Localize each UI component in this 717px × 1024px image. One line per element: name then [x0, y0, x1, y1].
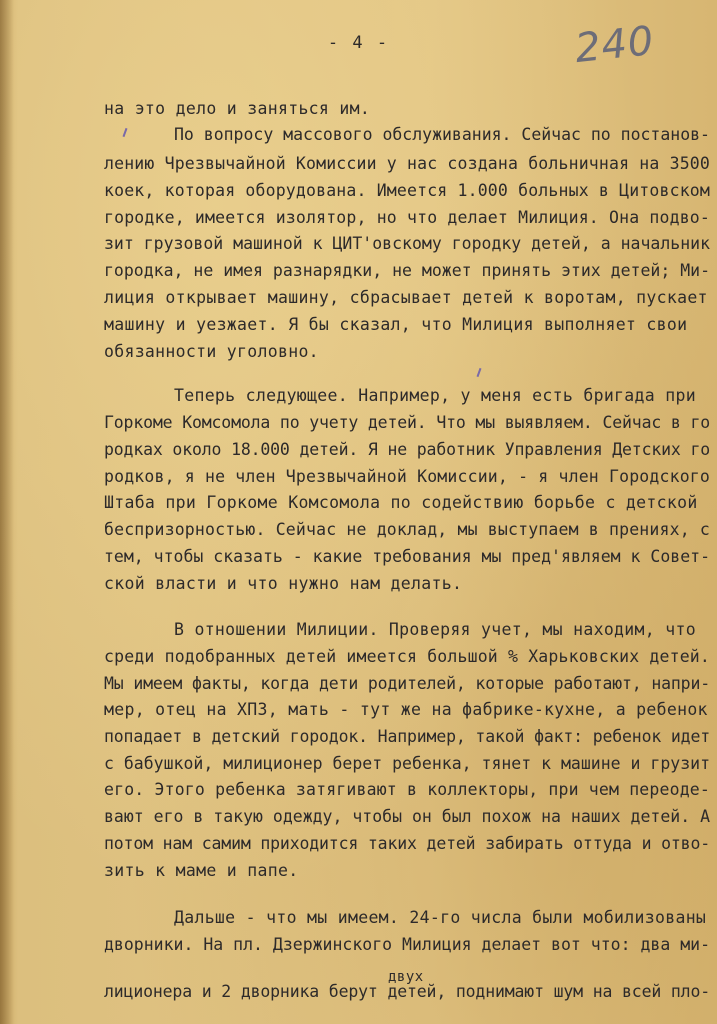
text-line: Горкоме Комсомола по учету детей. Что мы выявляем. Сейчас в го: [104, 413, 710, 432]
text-line: мер, отец на ХПЗ, мать - тут же на фабрике-кухне, а ребенок: [104, 700, 708, 719]
text-line: беспризорностью. Сейчас не доклад, мы выступаем в прениях, с: [104, 520, 710, 539]
page-number: - 4 -: [327, 33, 390, 53]
text-line: городке, имеется изолятор, но что делает Милиция. Она подво-: [104, 208, 710, 227]
text-line: обязанности уголовно.: [104, 342, 319, 361]
text-line: с бабушкой, милиционер берет ребенка, тянет к машине и грузит: [104, 754, 710, 773]
text-line: По вопросу массового обслуживания. Сейчас по постанов-: [174, 125, 710, 144]
text-line: зить к маме и папе.: [104, 861, 299, 880]
text-line: Мы имеем факты, когда дети родителей, которые работают, напри-: [104, 674, 710, 693]
archive-sheet-number: 240: [572, 17, 657, 73]
text-line: лиционера и 2 дворника берут детей, поднимают шум на всей пло-: [104, 982, 710, 1001]
text-line: его. Этого ребенка затягивают в коллекторы, при чем переоде-: [104, 780, 710, 799]
text-line: В отношении Милиции. Проверяя учет, мы находим, что: [174, 620, 696, 639]
text-line: Теперь следующее. Например, у меня есть бригада при: [174, 386, 696, 405]
text-line: родках около 18.000 детей. Я не работник Управления Детских го: [104, 440, 710, 459]
text-line: Дальше - что мы имеем. 24-го числа были мобилизованы: [174, 908, 707, 927]
text-line: городка, не имея разнарядки, не может принять этих детей; Ми-: [104, 261, 710, 280]
text-line: потом нам самим приходится таких детей забирать оттуда и отво-: [104, 834, 710, 853]
text-line: попадает в детский городок. Например, такой факт: ребенок идет: [104, 727, 710, 746]
text-line: машину и уезжает. Я бы сказал, что Милиция выполняет свои: [104, 315, 688, 334]
text-line: дворники. На пл. Дзержинского Милиция делает вот что: два ми-: [104, 935, 710, 954]
text-line: среди подобранных детей имеется большой % Харьковских детей.: [104, 647, 710, 666]
text-line: ской власти и что нужно нам делать.: [104, 574, 463, 593]
text-line: родков, я не член Чрезвычайной Комиссии, - я член Городского: [104, 467, 710, 486]
text-line: вают его в такую одежду, чтобы он был похож на наших детей. А: [104, 807, 710, 826]
text-line: коек, которая оборудована. Имеется 1.000 больных в Цитовском: [104, 181, 710, 200]
typed-insertion: двух: [388, 969, 424, 985]
text-line: лиция открывает машину, сбрасывает детей к воротам, пускает: [104, 288, 708, 307]
text-line: Штаба при Горкоме Комсомола по содействию борьбе с детской: [104, 493, 698, 512]
text-line: лению Чрезвычайной Комиссии у нас создана больничная на 3500: [104, 154, 710, 173]
text-line: тем, чтобы сказать - какие требования мы пред'являем к Совет-: [104, 547, 710, 566]
text-line: на это дело и заняться им.: [104, 99, 371, 118]
text-line: зит грузовой машиной к ЦИТ'овскому городку детей, а начальник: [104, 234, 710, 253]
